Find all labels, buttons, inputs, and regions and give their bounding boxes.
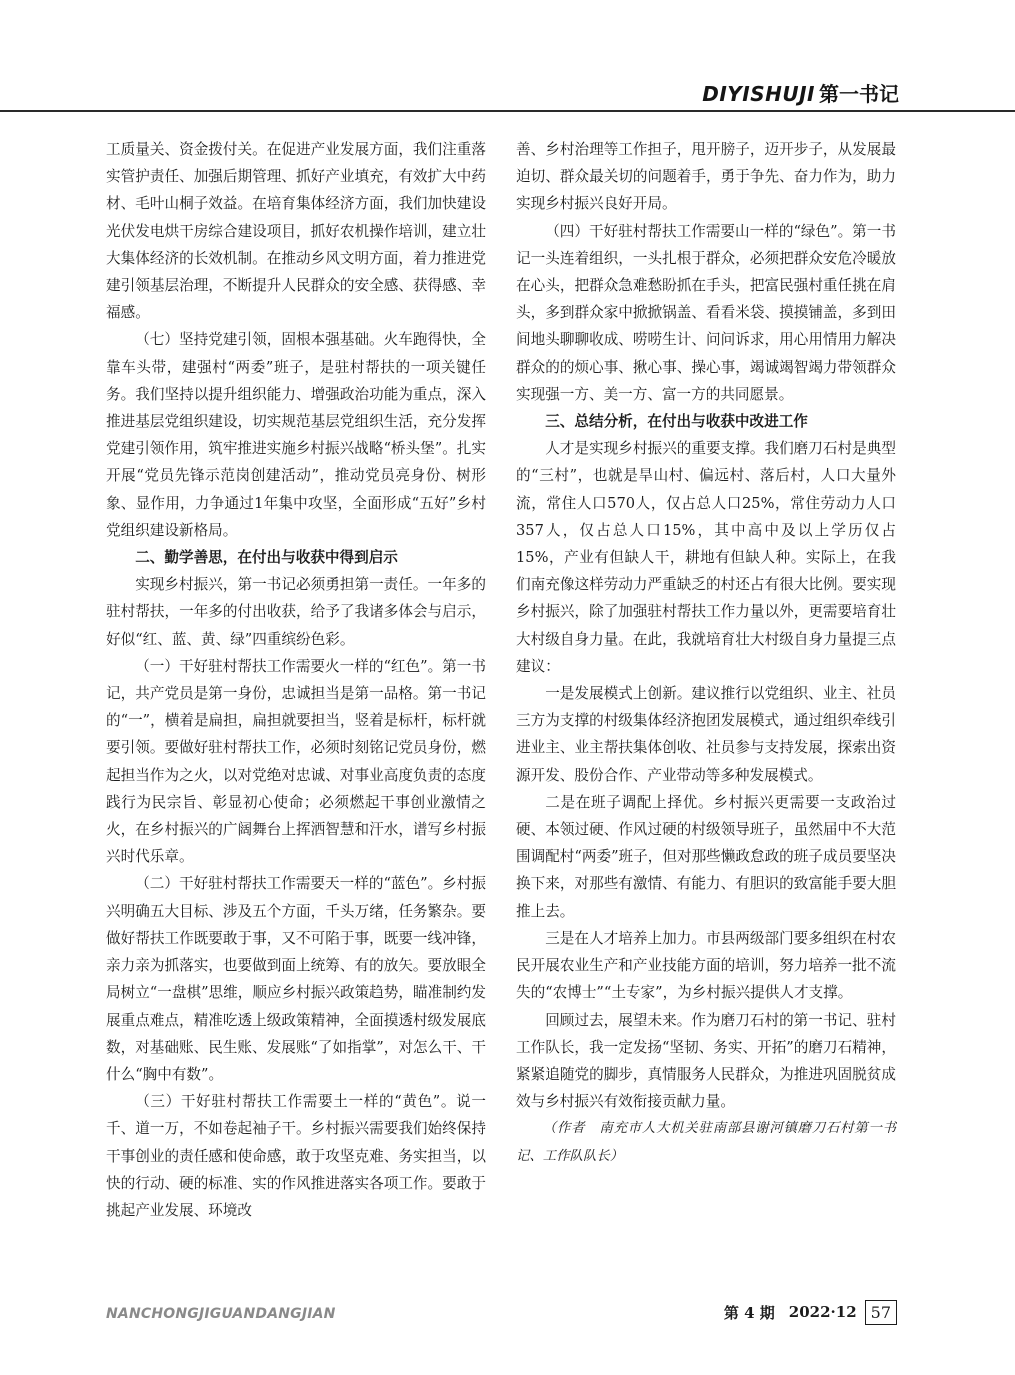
paragraph: 一是发展模式上创新。建议推行以党组织、业主、社员三方为支撑的村级集体经济抱团发展模式，通过组织牵线引进业主、业主帮扶集体创收、社员参与支持发展，探索出资源开发、股份合作、产业带动等多种发展模式。 (516, 685, 896, 784)
paragraph: （一）干好驻村帮扶工作需要火一样的“红色”。第一书记，共产党员是第一身份，忠诚担当是第一品格。第一书记的“一”，横着是扁担，扁担就要担当，竖着是标杆，标杆就要引领。要做好驻村帮扶工作，必须时刻铭记党员身份，燃起担当作为之火，以对党绝对忠诚、对事业高度负责的态度践行为民宗旨、彰显初心使命；必须燃起干事创业激情之火，在乡村振兴的广阔舞台上挥洒智慧和汗水，谱写乡村振兴时代乐章。 (106, 657, 486, 866)
header-rule (0, 110, 1015, 112)
author-byline: （作者 南充市人大机关驻南部县谢河镇磨刀石村第一书记、工作队队长） (516, 1121, 896, 1164)
running-header (702, 78, 899, 106)
section-heading: 二、勤学善思，在付出与收获中得到启示 (135, 549, 398, 567)
paragraph: 二是在班子调配上择优。乡村振兴更需要一支政治过硬、本领过硬、作风过硬的村级领导班子，虽然届中不大范围调配村“两委”班子，但对那些懒政怠政的班子成员要坚决换下来，对那些有激情、有能力、有胆识的致富能手要大胆推上去。 (516, 793, 896, 920)
paragraph: 善、乡村治理等工作担子，甩开膀子，迈开步子，从发展最迫切、群众最关切的问题着手，勇于争先、奋力作为，助力实现乡村振兴良好开局。 (516, 141, 896, 213)
page-number: 57 (865, 1300, 897, 1325)
page-footer (724, 1296, 897, 1328)
paragraph: 实现乡村振兴，第一书记必须勇担第一责任。一年多的驻村帮扶，一年多的付出收获，给予了我诸多体会与启示，好似“红、蓝、黄、绿”四重缤纷色彩。 (106, 576, 486, 648)
right-column (516, 136, 896, 1170)
header-title-en: DIYISHUJI (702, 82, 815, 106)
issue-date: 2022·12 (788, 1303, 857, 1321)
paragraph: （二）干好驻村帮扶工作需要天一样的“蓝色”。乡村振兴明确五大目标、涉及五个方面，千头万绪，任务繁杂。要做好帮扶工作既要敢于事，又不可陷于事，既要一线冲锋，亲力亲为抓落实，也要做到面上统筹、有的放矢。要放眼全局树立“一盘棋”思维，顺应乡村振兴政策趋势，瞄准制约发展重点难点，精准吃透上级政策精神，全面摸透村级发展底数，对基础账、民生账、发展账“了如指掌”，对怎么干、干什么“胸中有数”。 (106, 875, 486, 1083)
paragraph: 回顾过去，展望未来。作为磨刀石村的第一书记、驻村工作队长，我一定发扬“坚韧、务实、开拓”的磨刀石精神，紧紧追随党的脚步，真情服务人民群众，为推进巩固脱贫成效与乡村振兴有效衔接贡献力量。 (516, 1011, 896, 1111)
issue-label: 第 4 期 (723, 1303, 775, 1322)
left-column (106, 136, 486, 1224)
section-heading: 三、总结分析，在付出与收获中改进工作 (545, 413, 808, 431)
paragraph: （七）坚持党建引领，固根本强基础。火车跑得快，全靠车头带，建强村“两委”班子，是驻村帮扶的一项关键任务。我们坚持以提升组织能力、增强政治功能为重点，深入推进基层党组织建设，切实规范基层党组织生活，充分发挥党建引领作用，筑牢推进实施乡村振兴战略“桥头堡”。扎实开展“党员先锋示范岗创建活动”，推动党员亮身份、树形象、显作用，力争通过1年集中攻坚，全面形成“五好”乡村党组织建设新格局。 (106, 331, 486, 539)
header-title-cn: 第一书记 (819, 82, 899, 106)
paragraph: 工质量关、资金拨付关。在促进产业发展方面，我们注重落实管护责任、加强后期管理、抓好产业填充，有效扩大中药材、毛叶山桐子效益。在培育集体经济方面，我们加快建设光伏发电烘干房综合建设项目，抓好农机操作培训，建立壮大集体经济的长效机制。在推动乡风文明方面，着力推进党建引领基层治理，不断提升人民群众的安全感、获得感、幸福感。 (106, 141, 486, 322)
paragraph: 三是在人才培养上加力。市县两级部门要多组织在村农民开展农业生产和产业技能方面的培训，努力培养一批不流失的“农博士”“土专家”，为乡村振兴提供人才支撑。 (516, 929, 896, 1002)
journal-name: NANCHONGJIGUANDANGJIAN (106, 1306, 336, 1322)
paragraph: （三）干好驻村帮扶工作需要土一样的“黄色”。说一千、道一万，不如卷起袖子干。乡村振兴需要我们始终保持干事创业的责任感和使命感，敢于攻坚克难、务实担当，以快的行动、硬的标准、实的作风推进落实各项工作。要敢于挑起产业发展、环境改 (106, 1093, 486, 1219)
paragraph: （四）干好驻村帮扶工作需要山一样的“绿色”。第一书记一头连着组织，一头扎根于群众，必须把群众安危冷暖放在心头，把群众急难愁盼抓在手头，把富民强村重任挑在肩头，多到群众家中掀掀锅盖、看看米袋、摸摸铺盖，多到田间地头聊聊收成、唠唠生计、问问诉求，用心用情用力解决群众的的烦心事、揪心事、操心事，竭诚竭智竭力带领群众实现强一方、美一方、富一方的共同愿景。 (516, 222, 896, 403)
paragraph: 人才是实现乡村振兴的重要支撑。我们磨刀石村是典型的“三村”，也就是旱山村、偏远村、落后村，人口大量外流，常住人口570人，仅占总人口25%，常住劳动力人口357人，仅占总人口15%，其中高中及以上学历仅占15%，产业有但缺人干，耕地有但缺人种。实际上，在我们南充像这样劳动力严重缺乏的村还占有很大比例。要实现乡村振兴，除了加强驻村帮扶工作力量以外，更需要培育壮大村级自身力量。在此，我就培育壮大村级自身力量提三点建议： (516, 440, 896, 675)
